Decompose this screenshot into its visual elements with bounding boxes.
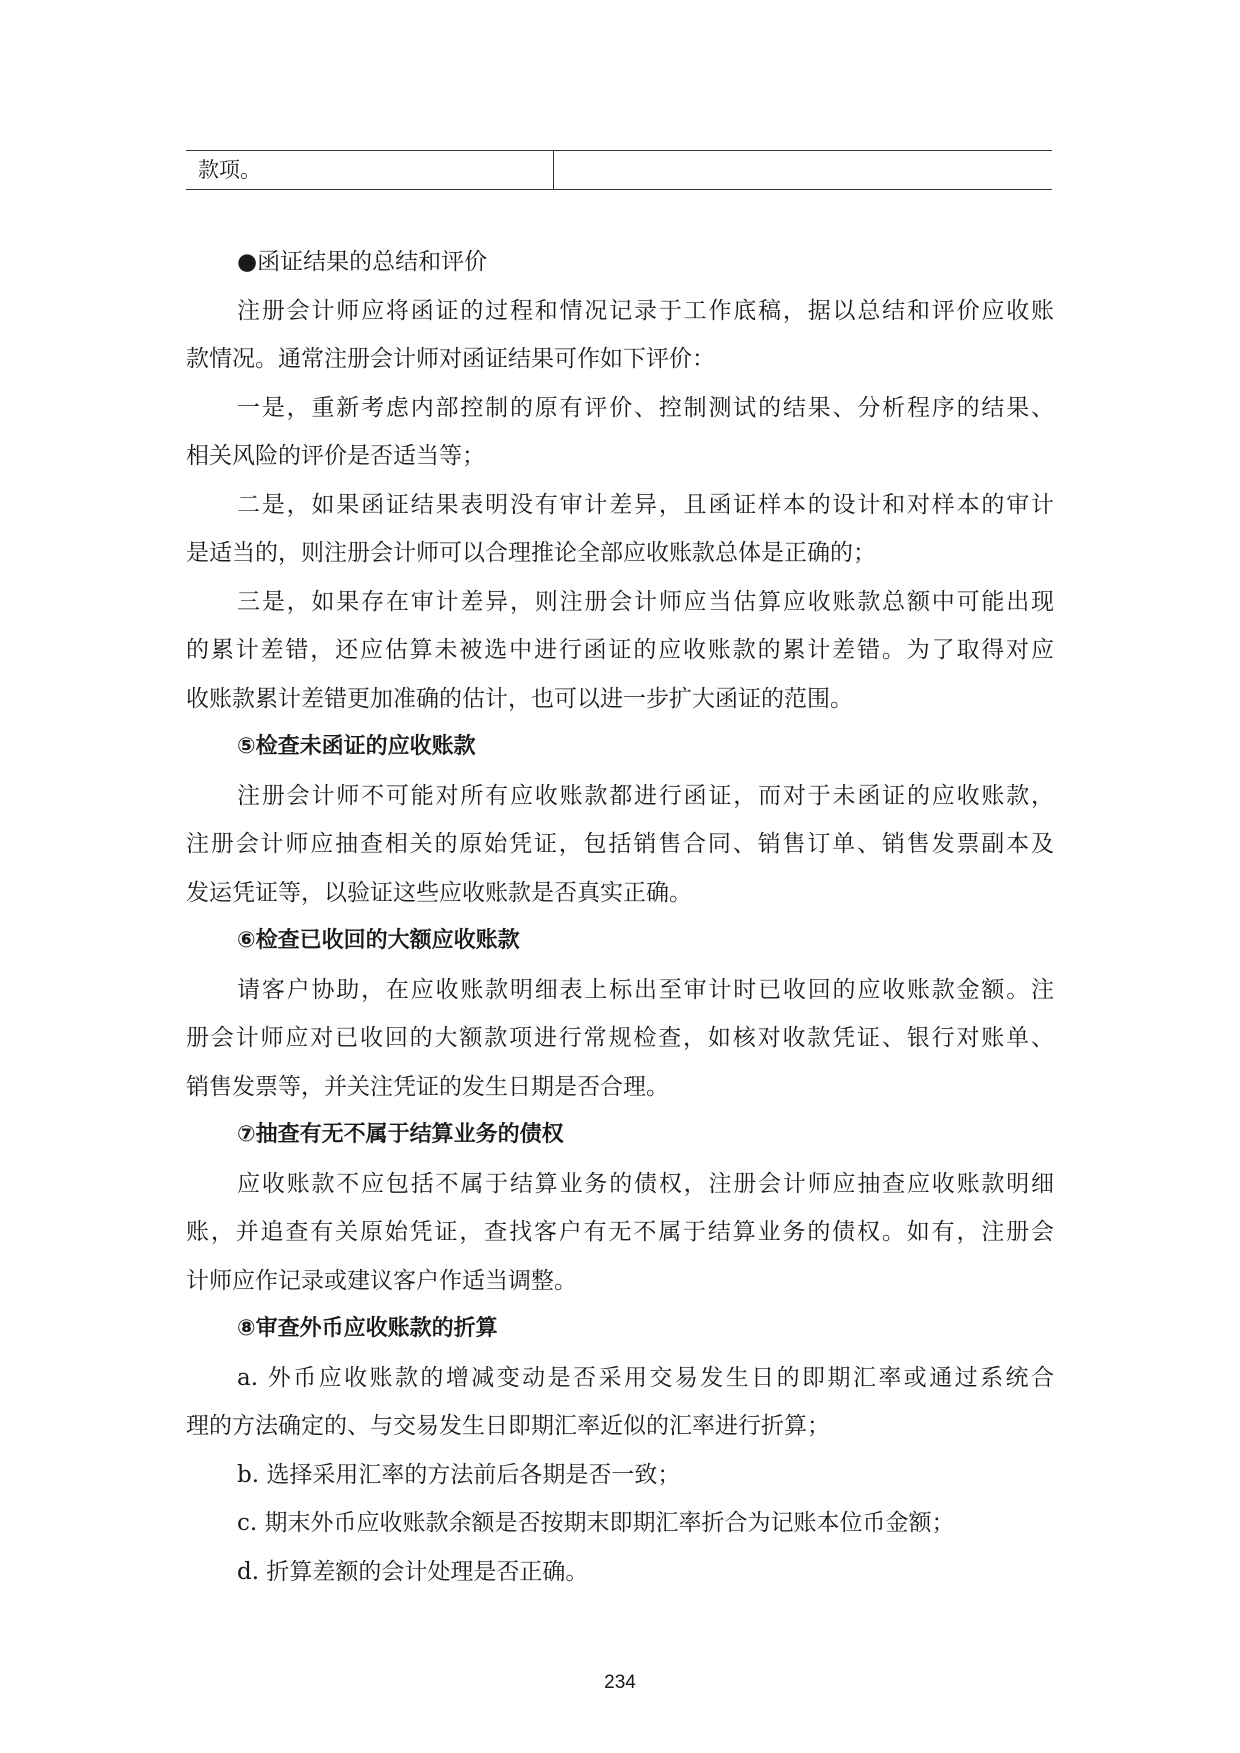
paragraph-line: 注册会计师应将函证的过程和情况记录于工作底稿，据以总结和评价应收账 [237, 297, 1054, 324]
paragraph-line: 应收账款不应包括不属于结算业务的债权，注册会计师应抽查应收账款明细 [237, 1170, 1054, 1197]
paragraph-line: 请客户协助，在应收账款明细表上标出至审计时已收回的应收账款金额。注 [237, 976, 1054, 1003]
paragraph-line: 账，并追查有关原始凭证，查找客户有无不属于结算业务的债权。如有，注册会 [186, 1219, 1054, 1245]
bullet-heading: ●函证结果的总结和评价 [237, 249, 488, 275]
paragraph-line: 册会计师应对已收回的大额款项进行常规检查，如核对收款凭证、银行对账单、 [186, 1025, 1054, 1051]
paragraph-line: 相关风险的评价是否适当等； [186, 443, 485, 469]
table-cell-left: 款项。 [186, 151, 554, 189]
paragraph-line: d. 折算差额的会计处理是否正确。 [237, 1558, 589, 1585]
table-fragment [186, 150, 1052, 190]
section-heading: ⑧审查外币应收账款的折算 [237, 1316, 498, 1341]
body-text [186, 238, 1054, 1596]
paragraph-line: 注册会计师不可能对所有应收账款都进行函证，而对于未函证的应收账款， [237, 782, 1054, 809]
paragraph-line: 收账款累计差错更加准确的估计，也可以进一步扩大函证的范围。 [186, 685, 853, 712]
paragraph-line: 计师应作记录或建议客户作适当调整。 [186, 1267, 577, 1294]
paragraph-line: 注册会计师应抽查相关的原始凭证，包括销售合同、销售订单、销售发票副本及 [186, 831, 1054, 857]
paragraph-line: 二是，如果函证结果表明没有审计差异，且函证样本的设计和对样本的审计 [237, 491, 1054, 518]
paragraph-line: a. 外币应收账款的增减变动是否采用交易发生日的即期汇率或通过系统合 [237, 1364, 1054, 1391]
paragraph-line: 三是，如果存在审计差异，则注册会计师应当估算应收账款总额中可能出现 [237, 588, 1054, 615]
table-cell-right [554, 151, 1052, 189]
paragraph-line: 销售发票等，并关注凭证的发生日期是否合理。 [186, 1073, 669, 1100]
paragraph-line: 的累计差错，还应估算未被选中进行函证的应收账款的累计差错。为了取得对应 [186, 637, 1054, 663]
paragraph-line: c. 期末外币应收账款余额是否按期末即期汇率折合为记账本位币金额； [237, 1510, 955, 1536]
paragraph-line: 一是，重新考虑内部控制的原有评价、控制测试的结果、分析程序的结果、 [237, 394, 1054, 421]
paragraph-line: 发运凭证等，以验证这些应收账款是否真实正确。 [186, 879, 692, 906]
section-heading: ⑤检查未函证的应收账款 [237, 734, 476, 759]
paragraph-line: 理的方法确定的、与交易发生日即期汇率近似的汇率进行折算； [186, 1413, 830, 1439]
paragraph-line: 款情况。通常注册会计师对函证结果可作如下评价： [186, 346, 715, 372]
section-heading: ⑥检查已收回的大额应收账款 [237, 928, 520, 953]
paragraph-line: 是适当的，则注册会计师可以合理推论全部应收账款总体是正确的； [186, 540, 876, 566]
section-heading: ⑦抽查有无不属于结算业务的债权 [237, 1122, 564, 1147]
page-number: 234 [604, 1672, 636, 1693]
paragraph-line: b. 选择采用汇率的方法前后各期是否一致； [237, 1461, 681, 1488]
